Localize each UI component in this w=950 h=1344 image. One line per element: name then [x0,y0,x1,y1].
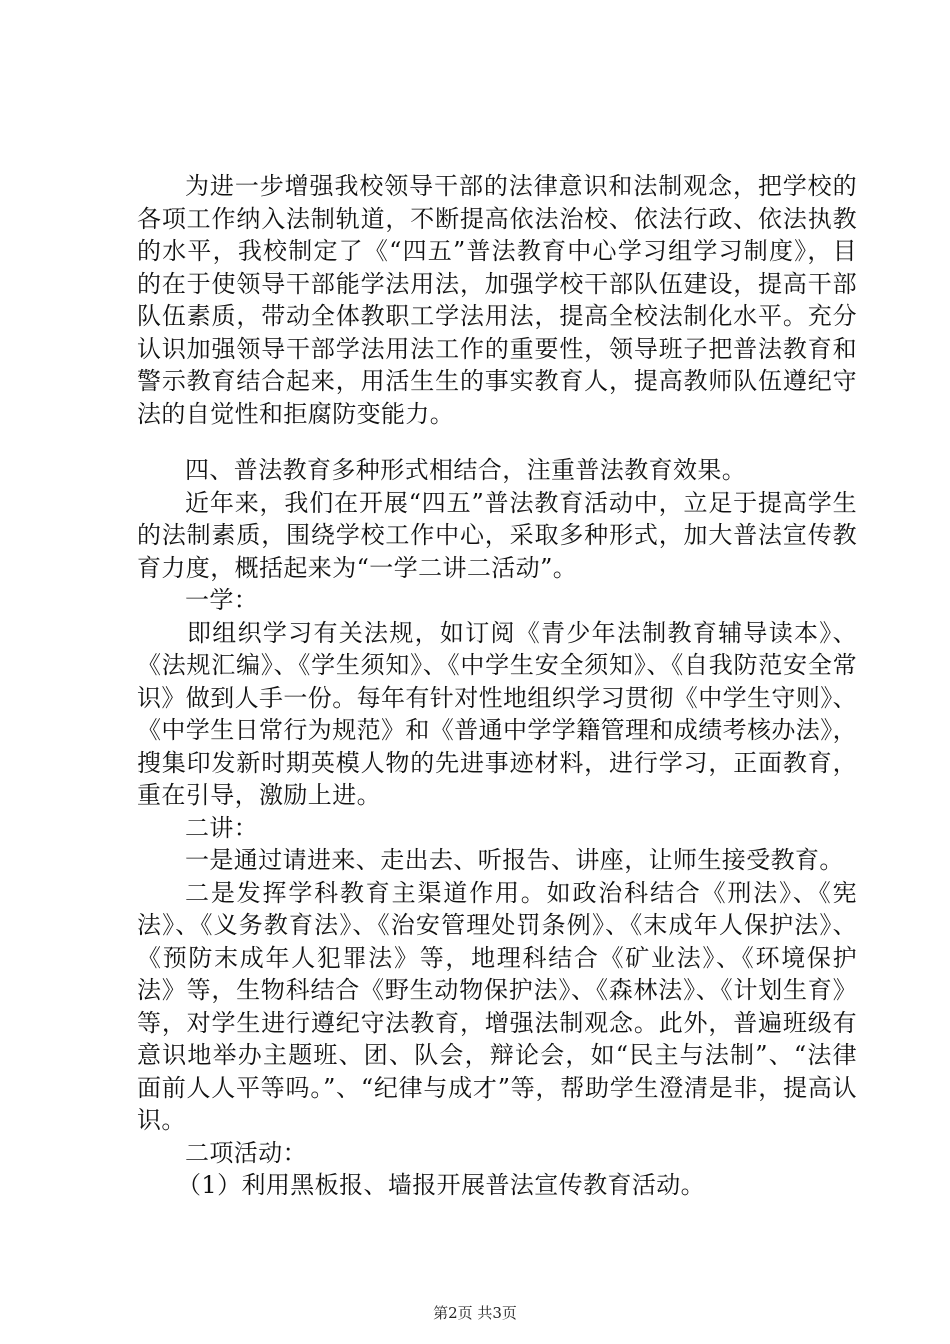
document-body-top [137,170,857,430]
document-body-main [137,454,857,1202]
label-yixue: 一学： [185,586,259,614]
page-number-label: 第2页 共3页 [433,1304,517,1322]
paragraph-study-regulations: 即组织学习有关法规，如订阅《青少年法制教育辅导读本》、《法规汇编》、《学生须知》、《中学生安全须知》、《自我防范安全常识》做到人手一份。每年有针对性地组织学习贯彻《中学生守则》、《中学生日常行为规范》和《普通中学学籍管理和成绩考核办法》，搜集印发新时期英模人物的先进事迹材料，进行学习，正面教育，重在引导，激励上进。 [137,618,857,809]
page-footer [0,1302,950,1323]
paragraph-invite-lectures: 一是通过请进来、走出去、听报告、讲座，让师生接受教育。 [185,846,844,874]
label-erxiang: 二项活动： [185,1138,307,1167]
paragraph-legal-awareness: 为进一步增强我校领导干部的法律意识和法制观念，把学校的各项工作纳入法制轨道，不断提高依法治校、依法行政、依法执教的水平，我校制定了《“四五”普法教育中心学习组学习制度》，目的在于使领导干部能学法用法，加强学校干部队伍建设，提高干部队伍素质，带动全体教职工学法用法，提高全校法制化水平。充分认识加强领导干部学法用法工作的重要性，领导班子把普法教育和警示教育结合起来，用活生生的事实教育人，提高教师队伍遵纪守法的自觉性和拒腐防变能力。 [137,172,857,428]
paragraph-blackboard-activity: （1）利用黑板报、墙报开展普法宣传教育活动。 [177,1171,706,1199]
section-heading-four: 四、普法教育多种形式相结合，注重普法教育效果。 [185,456,747,484]
label-erjiang: 二讲： [185,813,259,842]
paragraph-recent-years: 近年来，我们在开展“四五”普法教育活动中，立足于提高学生的法制素质，围绕学校工作中心，采取多种形式，加大普法宣传教育力度，概括起来为“一学二讲二活动”。 [137,488,857,582]
paragraph-subject-teaching: 二是发挥学科教育主渠道作用。如政治科结合《刑法》、《宪法》、《义务教育法》、《治安管理处罚条例》、《末成年人保护法》、《预防末成年人犯罪法》等，地理科结合《矿业法》、《环境保护法》等，生物科结合《野生动物保护法》、《森林法》、《计划生育》等，对学生进行遵纪守法教育，增强法制观念。此外，普遍班级有意识地举办主题班、团、队会，辩论会，如“民主与法制”、“法律面前人人平等吗。”、“纪律与成才”等，帮助学生澄清是非，提高认识。 [137,878,857,1134]
